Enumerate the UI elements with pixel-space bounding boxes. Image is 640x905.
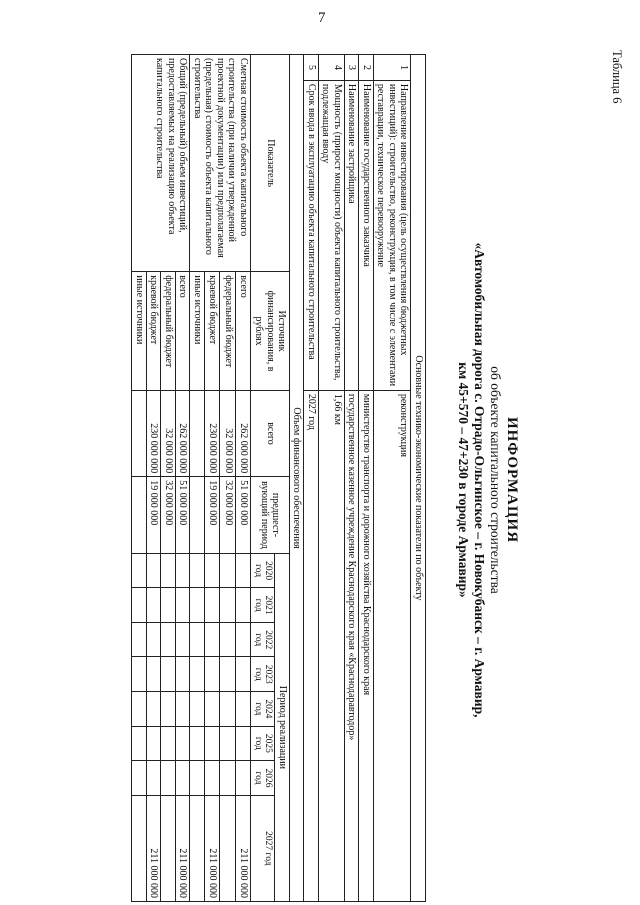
row-value: министерство транспорта и дорожного хозяйства Краснодарского края	[359, 390, 374, 901]
header-year: 2027 год	[250, 795, 275, 901]
title-line-3: «Автомобильная дорога с. Отрадо-Ольгинское – г. Новокубанск – г. Армавир,	[472, 242, 487, 718]
section-main-header: Основные технико-экономические показатели по объекту	[411, 55, 426, 902]
total-cell	[190, 390, 205, 476]
row-number: 2	[359, 55, 374, 81]
header-year: 2021 год	[250, 588, 275, 623]
header-year: 2026 год	[250, 761, 275, 796]
source-cell: иные источники	[190, 272, 205, 391]
total-cell	[132, 390, 147, 476]
header-period: Период реализации	[275, 553, 290, 901]
prior-cell: 32 000 000	[220, 477, 235, 554]
row-number: 4	[319, 55, 345, 81]
row-label: Наименование государственного заказчика	[359, 80, 374, 390]
row-value: 1,66 км	[319, 390, 345, 901]
table-row	[319, 55, 345, 902]
table-row	[235, 55, 250, 902]
row-value: государственное казенное учреждение Краснодарского края «Краснодаравтодор»	[345, 390, 360, 901]
header-prior: предшест-вующий период	[250, 477, 289, 554]
source-cell: федеральный бюджет	[220, 272, 235, 391]
row-number: 5	[304, 55, 319, 81]
row-value: реконструкция	[374, 390, 412, 901]
document-title	[455, 170, 520, 790]
page-number: 7	[318, 10, 326, 26]
table-row	[345, 55, 360, 902]
row-label: Направление инвестирования (цель осуществления бюджетных инвестиций): строительство, реконструкция, в том числе с элементами реставрации, техническое перевооружение	[374, 80, 412, 390]
table-row	[175, 55, 190, 902]
prior-cell: 51 000 000	[235, 477, 250, 554]
header-total: всего	[250, 390, 289, 476]
row-value: 2027 год	[304, 390, 319, 901]
source-cell: краевой бюджет	[205, 272, 220, 391]
total-cell: 230 000 000	[146, 390, 161, 476]
row-number: 1	[374, 55, 412, 81]
prior-cell	[190, 477, 205, 554]
y2027-cell: 211 000 000	[146, 795, 161, 901]
prior-cell: 19 000 000	[146, 477, 161, 554]
source-cell: всего	[175, 272, 190, 391]
y2027-cell	[190, 795, 205, 901]
source-cell: федеральный бюджет	[161, 272, 176, 391]
row-label: Срок ввода в эксплуатацию объекта капитального строительства	[304, 80, 319, 390]
header-year: 2022 год	[250, 622, 275, 657]
header-indicator: Показатель	[250, 55, 289, 272]
total-cell: 262 000 000	[175, 390, 190, 476]
header-year: 2025 год	[250, 726, 275, 761]
section-finance-header: Объем финансового обеспечения	[290, 55, 305, 902]
source-cell: краевой бюджет	[146, 272, 161, 391]
title-line-4: км 45+570 – 47+230 в городе Армавир»	[456, 362, 471, 598]
y2027-cell	[161, 795, 176, 901]
total-cell: 32 000 000	[161, 390, 176, 476]
y2027-cell	[220, 795, 235, 901]
title-line-1: ИНФОРМАЦИЯ	[504, 416, 520, 544]
row-number: 3	[345, 55, 360, 81]
source-cell: иные источники	[132, 272, 147, 391]
indicator-cell: Сметная стоимость объекта капитального строительства (при наличии утвержденной проектной документации) или предполагаемая (предельная) стоимость объекта капитального строительства	[190, 55, 251, 272]
row-label: Мощность (прирост мощности) объекта капитального строительства, подлежащая вводу	[319, 80, 345, 390]
prior-cell: 32 000 000	[161, 477, 176, 554]
object-info-table	[131, 54, 426, 902]
y2027-cell	[132, 795, 147, 901]
header-source: Источник финансирования, в рублях	[250, 272, 289, 391]
y2027-cell: 211 000 000	[175, 795, 190, 901]
table-label: Таблица 6	[610, 50, 624, 104]
row-label: Наименование застройщика	[345, 80, 360, 390]
total-cell: 230 000 000	[205, 390, 220, 476]
indicator-cell: Общий (предельный) объем инвестиций, предоставляемых на реализацию объекта капитального строительства	[132, 55, 190, 272]
table-row	[304, 55, 319, 902]
y2027-cell: 211 000 000	[205, 795, 220, 901]
header-year: 2023 год	[250, 657, 275, 692]
y2027-cell: 211 000 000	[235, 795, 250, 901]
total-cell: 32 000 000	[220, 390, 235, 476]
total-cell: 262 000 000	[235, 390, 250, 476]
prior-cell	[132, 477, 147, 554]
source-cell: всего	[235, 272, 250, 391]
title-line-2: об объекте капитального строительства	[488, 366, 503, 594]
header-year: 2020 год	[250, 553, 275, 588]
table-row	[374, 55, 412, 902]
prior-cell: 51 000 000	[175, 477, 190, 554]
header-year: 2024 год	[250, 692, 275, 727]
table-row	[359, 55, 374, 902]
prior-cell: 19 000 000	[205, 477, 220, 554]
